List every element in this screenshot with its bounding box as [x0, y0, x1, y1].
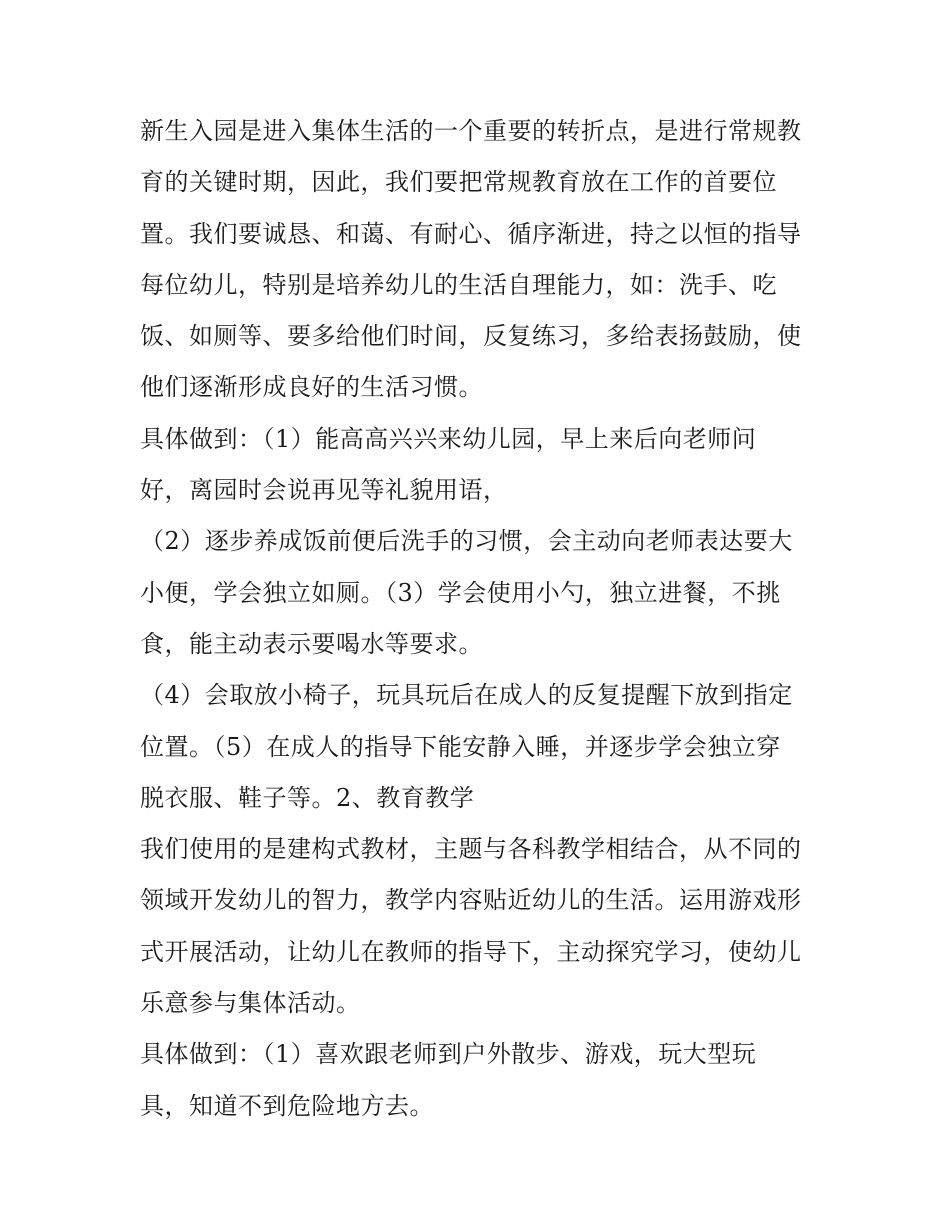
text-line-20: 具，知道不到危险地方去。 [140, 1091, 434, 1120]
body-text [140, 106, 820, 1132]
text-line-10: 小便，学会独立如厕。（3）学会使用小勺，独立进餐，不挑 [140, 578, 781, 607]
text-line-5: 饭、如厕等、要多给他们时间，反复练习，多给表扬鼓励，使 [140, 322, 802, 351]
text-line-12: （4）会取放小椅子，玩具玩后在成人的反复提醒下放到指定 [140, 681, 793, 710]
text-line-9: （2）逐步养成饭前便后洗手的习惯，会主动向老师表达要大 [140, 527, 793, 556]
text-line-19: 具体做到：（1）喜欢跟老师到户外散步、游戏，玩大型玩 [140, 1040, 757, 1069]
text-line-11: 食，能主动表示要喝水等要求。 [140, 629, 483, 658]
text-line-18: 乐意参与集体活动。 [140, 989, 361, 1018]
text-line-14: 脱衣服、鞋子等。2、教育教学 [140, 783, 475, 812]
text-line-6: 他们逐渐形成良好的生活习惯。 [140, 373, 483, 402]
text-line-7: 具体做到：（1）能高高兴兴来幼儿园，早上来后向老师问 [140, 424, 757, 453]
text-line-4: 每位幼儿，特别是培养幼儿的生活自理能力，如：洗手、吃 [140, 270, 777, 299]
text-line-8: 好，离园时会说再见等礼貌用语， [140, 476, 508, 505]
text-line-16: 领域开发幼儿的智力，教学内容贴近幼儿的生活。运用游戏形 [140, 886, 802, 915]
text-line-17: 式开展活动，让幼儿在教师的指导下，主动探究学习，使幼儿 [140, 937, 802, 966]
text-line-1: 新生入园是进入集体生活的一个重要的转折点，是进行常规教 [140, 117, 802, 145]
text-line-2: 育的关键时期，因此，我们要把常规教育放在工作的首要位 [140, 168, 777, 197]
text-line-13: 位置。（5）在成人的指导下能安静入睡，并逐步学会独立穿 [140, 732, 781, 761]
text-line-3: 置。我们要诚恳、和蔼、有耐心、循序渐进，持之以恒的指导 [140, 219, 802, 248]
text-line-15: 我们使用的是建构式教材，主题与各科教学相结合，从不同的 [140, 835, 802, 864]
